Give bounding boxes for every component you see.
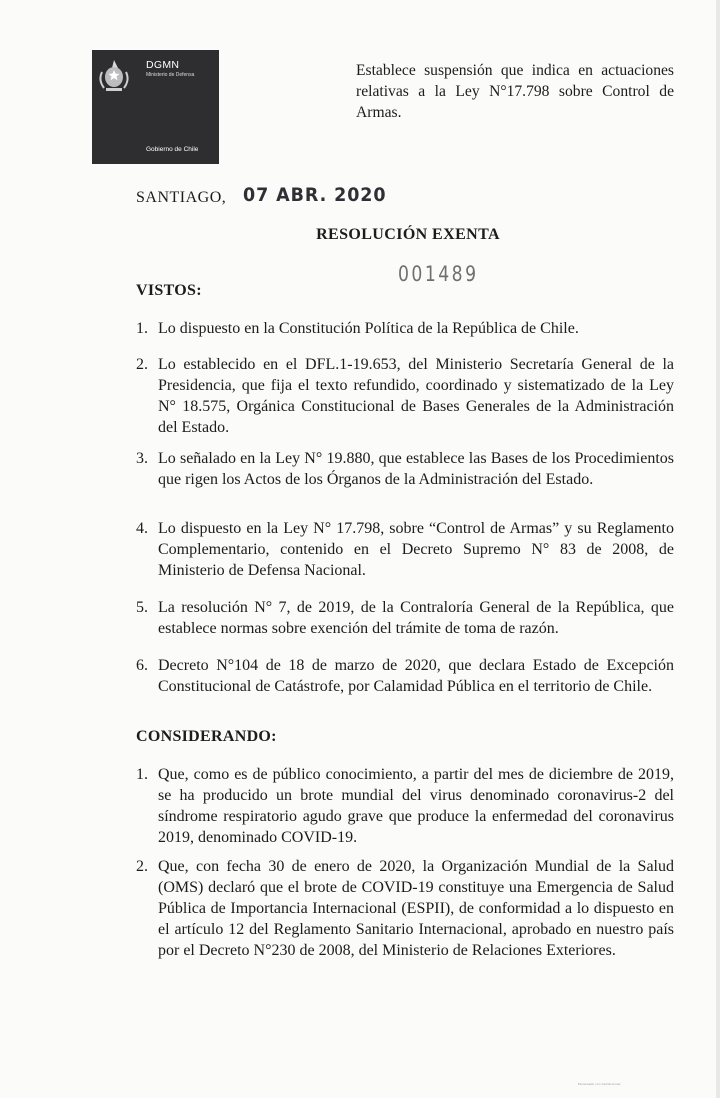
item-text: Que, como es de público conocimiento, a partir del mes de diciembre de 2019, se ha producido un brote mundial del virus denominado coronavirus-2 del síndrome respiratorio agudo grave que produce la enfermedad del coronavirus 2019, denominado COVID-19. xyxy=(158,766,674,846)
chile-coat-of-arms-icon xyxy=(92,50,136,100)
item-text: Decreto N°104 de 18 de marzo de 2020, que declara Estado de Excepción Constitucional de Catástrofe, por Calamidad Pública en el territorio de Chile. xyxy=(158,657,674,695)
vistos-item xyxy=(136,655,674,697)
item-number: 2. xyxy=(136,356,148,373)
item-number: 2. xyxy=(136,858,148,875)
vistos-item xyxy=(136,448,674,490)
vistos-item xyxy=(136,597,674,639)
item-text: Lo establecido en el DFL.1-19.653, del Ministerio Secretaría General de la Presidencia, que fija el texto refundido, coordinado y sistematizado de la Ley N° 18.575, Orgánica Constitucional de Bases Generales de la Administración del Estado. xyxy=(158,356,674,436)
considerando-item xyxy=(136,764,674,848)
dgmn-logo xyxy=(92,50,219,164)
item-number: 5. xyxy=(136,599,148,616)
logo-org-name: DGMN xyxy=(146,59,180,71)
vistos-item xyxy=(136,354,674,438)
vistos-item xyxy=(136,518,674,581)
place: SANTIAGO, xyxy=(136,189,227,206)
item-number: 1. xyxy=(136,766,148,783)
item-number: 6. xyxy=(136,657,148,674)
document-subject: Establece suspensión que indica en actuaciones relativas a la Ley N°17.798 sobre Control de Armas. xyxy=(356,62,674,121)
vistos-item xyxy=(136,318,674,339)
item-text: Lo señalado en la Ley N° 19.880, que establece las Bases de los Procedimientos que rigen los Actos de los Órganos de la Administración del Estado. xyxy=(158,450,674,488)
scanner-watermark: Escaneado con CamScanner xyxy=(578,1082,621,1086)
date-stamp: 07 ABR. 2020 xyxy=(243,184,387,206)
item-text: La resolución N° 7, de 2019, de la Contraloría General de la República, que establece normas sobre exención del trámite de toma de razón. xyxy=(158,599,674,637)
vistos-heading: VISTOS: xyxy=(136,282,202,299)
logo-ministry: Ministerio de Defensa xyxy=(146,72,195,78)
item-number: 3. xyxy=(136,450,148,467)
scan-edge xyxy=(716,0,720,1098)
resolution-number: 001489 xyxy=(398,262,479,286)
resolution-title: RESOLUCIÓN EXENTA xyxy=(316,226,500,243)
item-text: Lo dispuesto en la Ley N° 17.798, sobre “Control de Armas” y su Reglamento Complementario, contenido en el Decreto Supremo N° 83 de 2008, de Ministerio de Defensa Nacional. xyxy=(158,520,674,579)
considerando-heading: CONSIDERANDO: xyxy=(136,728,277,745)
item-text: Que, con fecha 30 de enero de 2020, la Organización Mundial de la Salud (OMS) declaró que el brote de COVID-19 constituye una Emergencia de Salud Pública de Importancia Internacional (ESPII), de conformidad a lo dispuesto en el artículo 12 del Reglamento Sanitario Internacional, aprobado en nuestro país por el Decreto N°230 de 2008, del Ministerio de Relaciones Exteriores. xyxy=(158,858,674,959)
item-number: 4. xyxy=(136,520,148,537)
item-text: Lo dispuesto en la Constitución Política de la República de Chile. xyxy=(158,320,579,337)
considerando-item xyxy=(136,856,674,961)
item-number: 1. xyxy=(136,320,148,337)
logo-government: Gobierno de Chile xyxy=(146,146,199,153)
